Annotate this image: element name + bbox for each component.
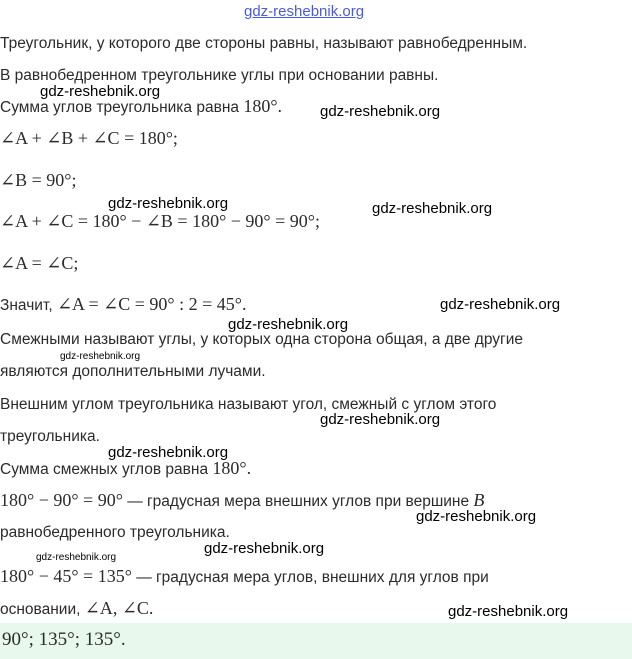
definition-adjacent-1: Смежными называют углы, у которых одна сторона общая, а две другие <box>0 331 523 348</box>
adjacent-sum-statement <box>0 458 251 480</box>
exterior-vertex-b-line <box>0 490 484 512</box>
watermark: gdz-reshebnik.org <box>60 351 141 362</box>
property-base-angles: В равнобедренном треугольнике углы при основании равны. <box>0 67 439 84</box>
base-text: основании, <box>0 601 81 618</box>
definition-adjacent-2: являются дополнительными лучами. <box>0 363 266 380</box>
exterior-base-line <box>0 566 489 588</box>
watermark: gdz-reshebnik.org <box>108 444 229 461</box>
equation-a-plus-c: ∠A + ∠C = 180° − ∠B = 180° − 90° = 90°; <box>0 211 320 231</box>
watermark: gdz-reshebnik.org <box>448 603 569 620</box>
watermark: gdz-reshebnik.org <box>40 83 161 100</box>
angle-sum-text: Сумма углов треугольника равна <box>0 99 240 116</box>
exterior-vertex-b-line-2: равнобедренного треугольника. <box>0 524 230 541</box>
base-angles: ∠A, ∠C. <box>84 598 154 618</box>
watermark: gdz-reshebnik.org <box>372 200 493 217</box>
conclusion-text: Значит, <box>0 297 53 314</box>
answer-value: 90°; 135°; 135°. <box>2 629 126 650</box>
exterior-base-text: — градусная мера углов, внешних для углов при <box>131 569 489 586</box>
watermark: gdz-reshebnik.org <box>320 103 441 120</box>
exterior-vertex-b-equation: 180° − 90° = 90° <box>0 490 123 510</box>
definition-isosceles: Треугольник, у которого две стороны равны, называют равнобедренным. <box>0 35 528 52</box>
exterior-base-line-2 <box>0 598 153 620</box>
definition-exterior-1: Внешним углом треугольника называют угол, смежный с углом этого <box>0 396 497 413</box>
watermark: gdz-reshebnik.org <box>36 552 117 563</box>
angle-sum-statement <box>0 96 282 118</box>
adjacent-sum-value: 180°. <box>212 458 252 478</box>
exterior-vertex-b-text: — градусная мера внешних углов при вершине <box>122 493 470 510</box>
watermark: gdz-reshebnik.org <box>416 508 537 525</box>
equation-angle-b: ∠B = 90°; <box>0 170 77 190</box>
watermark-top-link[interactable]: gdz-reshebnik.org <box>244 3 365 20</box>
conclusion-equation: ∠A = ∠C = 90° : 2 = 45°. <box>56 294 247 314</box>
equation-a-equals-c: ∠A = ∠C; <box>0 253 79 273</box>
adjacent-sum-text: Сумма смежных углов равна <box>0 461 209 478</box>
watermark: gdz-reshebnik.org <box>320 411 441 428</box>
watermark: gdz-reshebnik.org <box>108 195 229 212</box>
equation-angle-sum: ∠A + ∠B + ∠C = 180°; <box>0 128 178 148</box>
watermark: gdz-reshebnik.org <box>228 316 349 333</box>
watermark: gdz-reshebnik.org <box>204 540 325 557</box>
conclusion-line <box>0 294 246 316</box>
exterior-base-equation: 180° − 45° = 135° <box>0 566 132 586</box>
angle-sum-value: 180°. <box>243 96 283 116</box>
answer-box <box>0 623 632 659</box>
definition-exterior-2: треугольника. <box>0 428 100 445</box>
watermark: gdz-reshebnik.org <box>440 296 561 313</box>
vertex-b-label: B <box>473 490 485 510</box>
